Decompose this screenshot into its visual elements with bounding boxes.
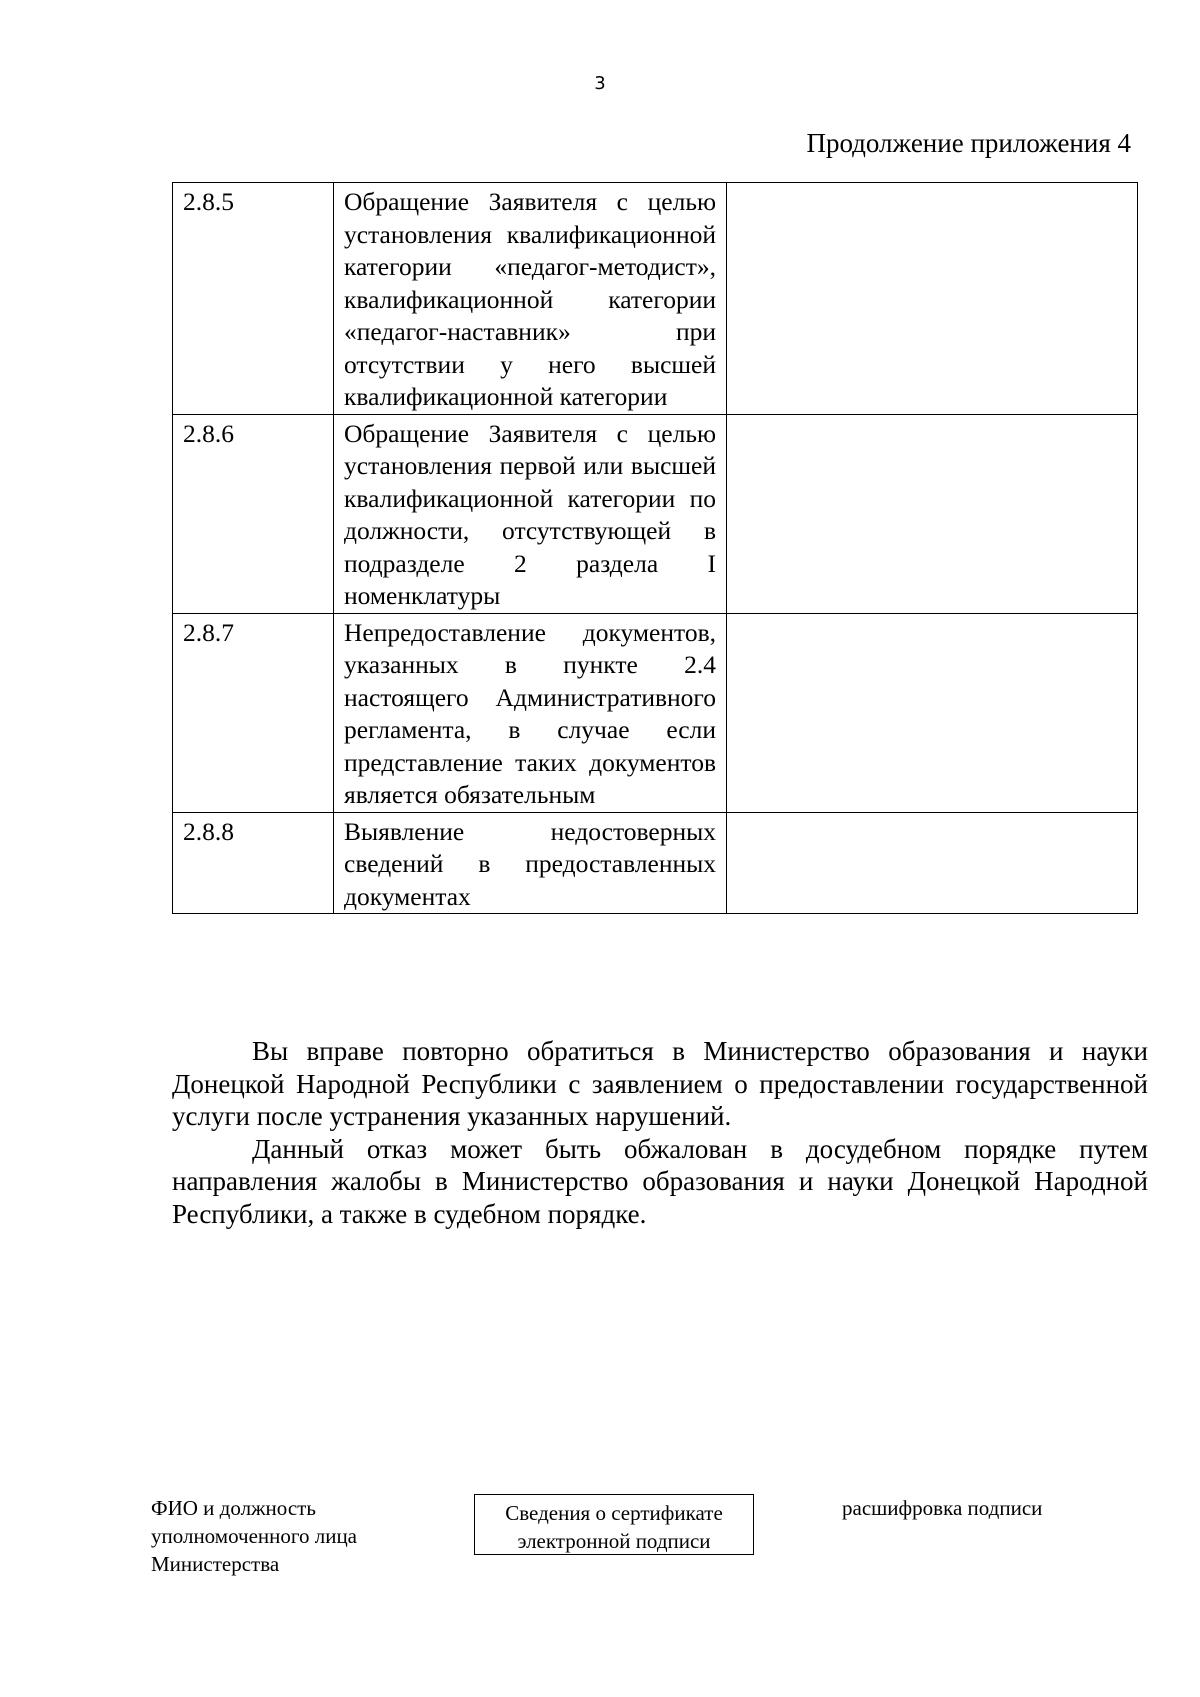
row-number: 2.8.6	[173, 414, 334, 613]
table-row	[173, 414, 1138, 613]
table-row	[173, 812, 1138, 914]
row-text: Непредоставление документов, указанных в пункте 2.4 настоящего Административного регламента, в случае если представление таких документов является обязательным	[334, 613, 727, 812]
label-line: ФИО и должность	[151, 1496, 316, 1520]
row-note	[727, 183, 1138, 415]
signature-decoding-label: расшифровка подписи	[842, 1496, 1043, 1520]
table-row	[173, 183, 1138, 415]
row-text: Выявление недостоверных сведений в предоставленных документах	[334, 812, 727, 914]
label-line: Сведения о сертификате	[505, 1501, 723, 1525]
label-line: электронной подписи	[517, 1529, 711, 1553]
row-number: 2.8.5	[173, 183, 334, 415]
refusal-grounds-table	[172, 182, 1138, 914]
label-line: Министерства	[151, 1552, 280, 1576]
body-text	[172, 1035, 1148, 1230]
official-name-position-label	[151, 1494, 357, 1578]
row-note	[727, 812, 1138, 914]
row-number: 2.8.7	[173, 613, 334, 812]
appendix-continuation-title: Продолжение приложения 4	[806, 128, 1131, 158]
row-note	[727, 414, 1138, 613]
row-text: Обращение Заявителя с целью установления первой или высшей квалификационной категории по должности, отсутствующей в подразделе 2 раздела I номенклатуры	[334, 414, 727, 613]
paragraph-appeal: Данный отказ может быть обжалован в досудебном порядке путем направления жалобы в Министерство образования и науки Донецкой Народной Республики, а также в судебном порядке.	[172, 1133, 1148, 1229]
e-signature-certificate-box	[474, 1494, 754, 1555]
row-number: 2.8.8	[173, 812, 334, 914]
table-row	[173, 613, 1138, 812]
row-note	[727, 613, 1138, 812]
label-line: уполномоченного лица	[151, 1524, 358, 1548]
page-number: 3	[594, 73, 606, 94]
paragraph-reapply: Вы вправе повторно обратиться в Министерство образования и науки Донецкой Народной Республики с заявлением о предоставлении государственной услуги после устранения указанных нарушений.	[172, 1036, 1148, 1131]
row-text: Обращение Заявителя с целью установления квалификационной категории «педагог-методист», квалификационной категории «педагог-наставник» при отсутствии у него высшей квалификационной категории	[334, 183, 727, 415]
